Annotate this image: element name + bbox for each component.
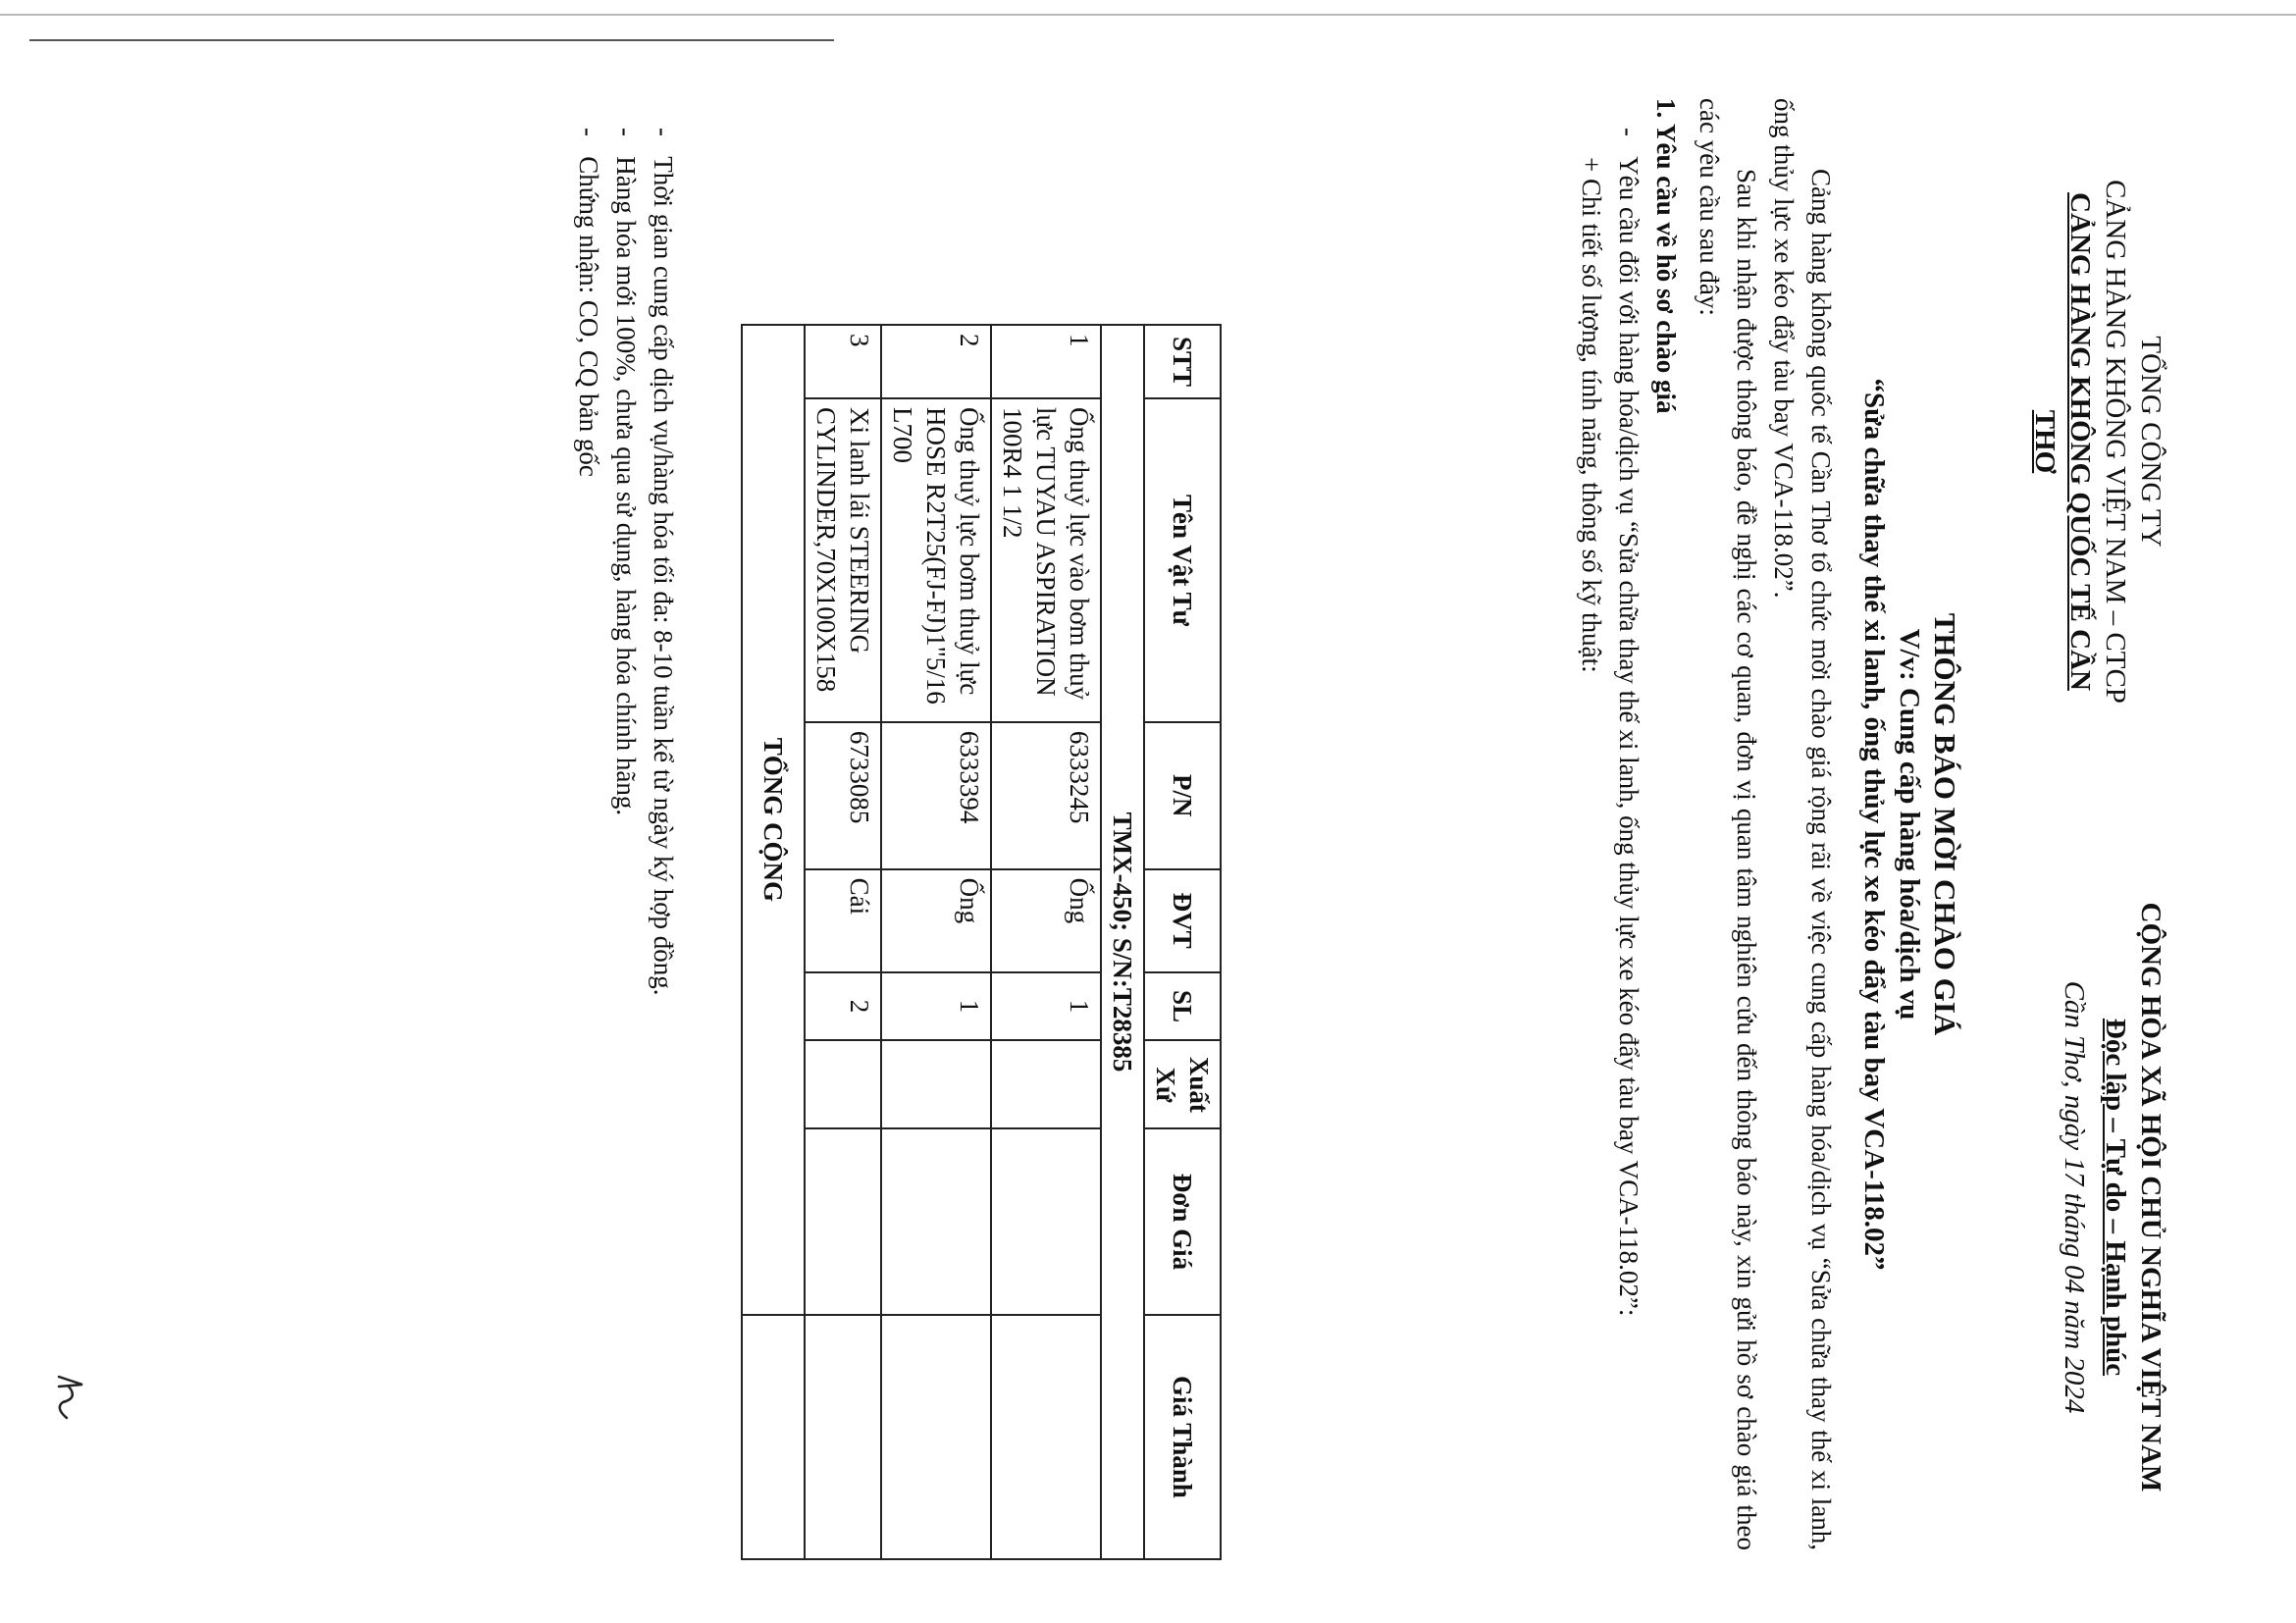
cell-unit-price [991,1128,1101,1314]
cell-qty: 1 [991,972,1101,1041]
section-heading: 1. Yêu cầu về hồ sơ chào giá [1651,98,1681,414]
notes-list [570,98,682,1550]
header-origin: Xuất Xứ [1144,1040,1221,1128]
total-label: TỔNG CỘNG [742,325,805,1315]
document-title: THÔNG BÁO MỜI CHÀO GIÁ [1928,612,1962,1036]
cell-amount [805,1315,881,1559]
cell-name: Ống thuỷ lực vào bơm thuỷ lực TUYAU ASPIRATION 100R4 1 1/2 [991,398,1101,722]
list-item: - Hàng hóa mới 100%, chưa qua sử dụng, hàng hóa chính hãng. [611,128,641,816]
requirement-text: Yêu cầu đối với hàng hóa/dịch vụ “Sửa chữa thay thế xi lanh, ống thủy lực xe kéo đẩy tàu bay VCA-118.02”: [1614,156,1644,1317]
cell-unit: Ống [881,869,991,972]
national-header [2057,854,2168,1541]
note-text: Thời gian cung cấp dịch vụ/hàng hóa tối đa: 8-10 tuần kể từ ngày ký hợp đồng. [649,156,678,996]
cell-stt: 2 [881,325,991,398]
cell-stt: 1 [991,325,1101,398]
document-subject: V/v: Cung cấp hàng hóa/dịch vụ [1894,628,1925,1021]
org-line-2: CẢNG HÀNG KHÔNG VIỆT NAM – CTCP [2100,180,2131,704]
detail-line: + Chi tiết số lượng, tính năng, thông số kỹ thuật: [1577,157,1606,673]
cell-unit: Ống [991,869,1101,972]
cell-pn: 6333394 [881,722,991,869]
header-amount: Giá Thành [1144,1315,1221,1559]
cell-pn: 6333245 [991,722,1101,869]
list-item: - Chứng nhận: CO, CQ bản gốc [574,128,603,477]
organization-header [2027,167,2168,716]
items-table [741,324,1222,1560]
requirement-item: - Yêu cầu đối với hàng hóa/dịch vụ “Sửa chữa thay thế xi lanh, ống thủy lực xe kéo đẩy tàu bay VCA-118.02”: [1614,128,1644,1317]
cell-pn: 6733085 [805,722,881,869]
org-line-1: TỔNG CÔNG TY [2135,336,2166,548]
total-amount [742,1315,805,1559]
list-item: - Thời gian cung cấp dịch vụ/hàng hóa tối đa: 8-10 tuần kể từ ngày ký hợp đồng. [649,128,678,996]
cell-origin [991,1040,1101,1128]
cell-origin [881,1040,991,1128]
nation-motto: Độc lập – Tự do – Hạnh phúc [2100,1018,2131,1377]
nation-title: CỘNG HÒA XÃ HỘI CHỦ NGHĨA VIỆT NAM [2135,902,2166,1492]
cell-unit-price [805,1128,881,1314]
table-header-row [1144,325,1221,1559]
cell-stt: 3 [805,325,881,398]
header-unit: ĐVT [1144,869,1221,972]
header-stt: STT [1144,325,1221,398]
cell-name: Xi lanh lái STEERING CYLINDER,70X100X158 [805,398,881,722]
table-row [991,325,1101,1559]
table-group-row [1101,325,1144,1559]
document-subject-quote: “Sửa chữa thay thế xi lanh, ống thủy lực xe kéo đẩy tàu bay VCA-118.02” [1858,378,1890,1271]
note-text: Hàng hóa mới 100%, chưa qua sử dụng, hàng hóa chính hãng. [611,156,641,816]
cell-unit: Cái [805,869,881,972]
cell-qty: 2 [805,972,881,1041]
paragraph-request: Sau khi nhận được thông báo, đề nghị các cơ quan, đơn vị quan tâm nghiên cứu đến thông báo này, xin gửi hồ sơ chào giá theo các yêu cầu sau đây: [1695,98,1761,1550]
header-qty: SL [1144,972,1221,1041]
paragraph-intro: Cảng hàng không quốc tế Cần Thơ tổ chức mời chào giá rộng rãi về việc cung cấp hàng hóa/dịch vụ “Sửa chữa thay thế xi lanh, ống thủy lực xe kéo đẩy tàu bay VCA-118.02”. [1769,98,1836,1550]
org-line-3: CẢNG HÀNG KHÔNG QUỐC TẾ CẦN THƠ [2029,192,2096,691]
header-pn: P/N [1144,722,1221,869]
document-title-block [1856,98,1962,1550]
cell-origin [805,1040,881,1128]
cell-amount [881,1315,991,1559]
cell-amount [991,1315,1101,1559]
header-unit-price: Đơn Giá [1144,1128,1221,1314]
note-text: Chứng nhận: CO, CQ bản gốc [574,156,603,477]
cell-qty: 1 [881,972,991,1041]
cell-unit-price [881,1128,991,1314]
table-row [881,325,991,1559]
document-body [1573,98,1840,1550]
table-total-row [742,325,805,1559]
header-name: Tên Vật Tư [1144,398,1221,722]
group-label: TMX-450; S/N:T28385 [1101,325,1144,1559]
initials-mark-icon [49,1369,88,1428]
cell-name: Ống thuỷ lực bơm thuỷ lực HOSE R2T25(FJ-FJ)1"5/16 L700 [881,398,991,722]
document-date: Cần Thơ, ngày 17 tháng 04 năm 2024 [2059,980,2090,1414]
table-row [805,325,881,1559]
